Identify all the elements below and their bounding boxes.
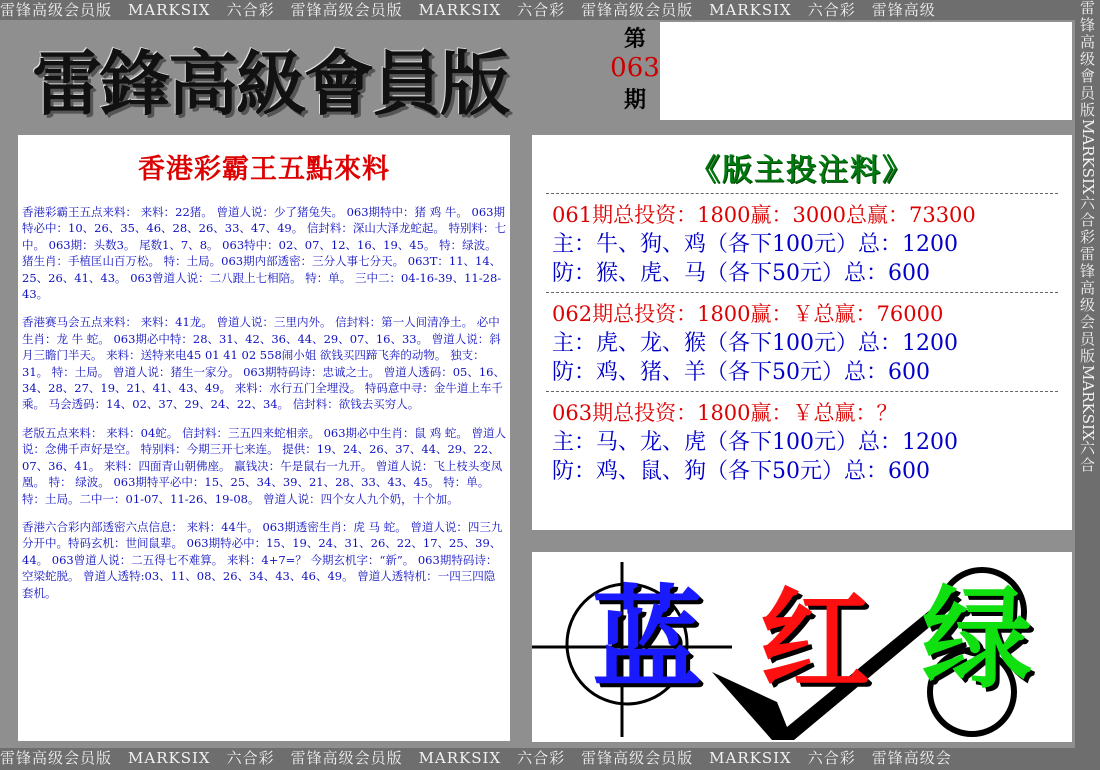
watermark-side-char: 高	[1079, 278, 1095, 297]
watermark-side-char: 雷	[1079, 244, 1095, 263]
left-panel	[18, 135, 510, 741]
issue-value: 063	[610, 53, 660, 83]
info-block: 老版五点来料： 来料：04蛇。 信封料：三五四来蛇相亲。 063期必中生肖：鼠 鸡 蛇。 曾道人说：念佛千声好是空。 特别料：今期三开七来连。 提供：19、24、26、37、44、29、22、07、36、41。 来料：四面青山朝佛座。 赢钱决：午是鼠右一九开。 曾道人说：飞上枝头变凤凰。 特： 绿波。 063期特平必中：15、25、34、39、21、28、33、43、45。 特：单。 特：土局。二中一：01-07、11-26、19-08。 曾道人说：四个女人九个奶，十个加。	[22, 425, 507, 506]
watermark-side-char: 版	[1079, 346, 1095, 365]
bet-section	[532, 200, 1072, 288]
info-block: 香港彩霸王五点来料： 来料：22猪。 曾道人说：少了猪兔失。 063期特中：猪 鸡 牛。 063期特必中：10、26、35、46、28、26、33、47、49。 信封料：深山大泽龙蛇起。 特别料：七中。 063期：头数3。 尾数1、7、8。 063特中：02、07、12、16、19、45。 特：绿波。 猪生肖：手植匡山百万松。 特：土局。063期内部透密：三分人事七分天。 063T：11、14、25、26、41、43。 063曾道人说：二八跟上七相陪。 特：单。 三中二：04-16-39、11-28-43。	[22, 205, 507, 302]
watermark-side-char: 彩	[1079, 227, 1095, 246]
watermark-side-char: 合	[1079, 456, 1095, 475]
info-block: 香港六合彩内部透密六点信息： 来料：44牛。 063期透密生肖：虎 马 蛇。 曾道人说：四三九分开中。特码玄机：世间鼠辈。 063期特必中：15、19、24、31、26、22、17、25、39、44。 063曾道人说：二五得七不难算。 来料：4+7=？ 今期玄机字：“新”。 063期特码诗：空梁蛇脱。 曾道人透特:03、11、08、26、34、43、46、49。 曾道人透特机：一四三四隐套机。	[22, 519, 503, 600]
main-label: 主：	[552, 232, 597, 257]
guard-value: 鸡、猪、羊（各下50元）总：600	[596, 360, 931, 385]
divider	[546, 391, 1058, 392]
page-title: 雷鋒高級會員版	[32, 42, 508, 125]
top-blank-box	[660, 22, 1072, 120]
main-label: 主：	[552, 430, 597, 455]
watermark-side-char: MARKSIX	[1079, 119, 1097, 195]
issue-qi: 期	[623, 87, 646, 113]
guard-label: 防：	[552, 360, 597, 385]
red-word: 红	[760, 576, 870, 705]
main-value: 虎、龙、猴（各下100元）总：1200	[596, 331, 958, 356]
watermark-side	[1075, 0, 1100, 770]
divider	[546, 292, 1058, 293]
bet-guard	[552, 358, 1072, 387]
bet-main	[552, 329, 1072, 358]
info-block: 香港赛马会五点来料： 来料：41龙。 曾道人说：三里内外。 信封料：第一人间清净土。 必中生肖：龙 牛 蛇。 063期必中特：28、31、42、36、44、29、07、16、33。 曾道人说：斜月三瞻门半天。 来料：送特来电45 01 41 02 558闹小姐 欲钱买四蹄飞奔的动物。 独支：31。 特：土局。 曾道人说：猪生一家分。 063期特码诗：忠诚之士。 曾道人透码：05、16、34、28、27、19、21、41、43、49。 来料：水行五门全埋没。 特码意中寻：金牛道上车千乘。 马会透码：14、02、37、29、24、22、34。 信封料：欲钱去买穷人。	[22, 315, 505, 412]
guard-value: 鸡、鼠、狗（各下50元）总：600	[596, 459, 931, 484]
guard-label: 防：	[552, 459, 597, 484]
bet-main	[552, 428, 1072, 457]
watermark-side-char: 级	[1079, 50, 1095, 68]
left-heading: 香港彩霸王五點來料	[138, 154, 390, 185]
bet-main	[552, 230, 1072, 259]
watermark-side-char: 会	[1079, 312, 1095, 331]
issue-di: 第	[623, 26, 646, 52]
bet-title: 061期总投资：1800赢：3000总赢：73300	[552, 203, 976, 227]
issue-number	[610, 22, 660, 114]
watermark-side-char: 雷	[1079, 0, 1095, 17]
watermark-side-char: 合	[1079, 210, 1095, 229]
guard-value: 猴、虎、马（各下50元）总：600	[596, 261, 931, 286]
right-heading: 《版主投注料》	[690, 153, 914, 188]
main-value: 牛、狗、鸡（各下100元）总：1200	[596, 232, 958, 257]
green-word: 绿	[922, 574, 1032, 703]
bet-guard	[552, 457, 1072, 486]
watermark-side-char: 锋	[1079, 16, 1095, 34]
right-panel	[532, 135, 1072, 530]
watermark-side-char: 员	[1079, 329, 1095, 348]
bet-guard	[552, 259, 1072, 288]
watermark-side-char: 级	[1079, 295, 1095, 314]
watermark-side-char: 六	[1079, 193, 1095, 212]
bet-title: 063期总投资：1800赢：￥总赢：？	[552, 401, 898, 425]
watermark-side-char: 锋	[1079, 261, 1095, 280]
watermark-top: 雷锋高级会员版 MARKSIX 六合彩 雷锋高级会员版 MARKSIX 六合彩 雷锋高级会员版 MARKSIX 六合彩 雷锋高级	[0, 0, 1075, 20]
watermark-side-char: 六	[1079, 439, 1095, 458]
watermark-side-char: 版	[1079, 101, 1095, 119]
main-label: 主：	[552, 331, 597, 356]
watermark-side-char: 會	[1079, 67, 1095, 85]
bet-section	[532, 398, 1072, 486]
guard-label: 防：	[552, 261, 597, 286]
blue-word: 蓝	[592, 574, 702, 703]
main-value: 马、龙、虎（各下100元）总：1200	[596, 430, 958, 455]
bet-section	[532, 299, 1072, 387]
watermark-side-char: 员	[1079, 84, 1095, 102]
rgb-panel	[532, 552, 1072, 742]
watermark-bottom: 雷锋高级会员版 MARKSIX 六合彩 雷锋高级会员版 MARKSIX 六合彩 雷锋高级会员版 MARKSIX 六合彩 雷锋高级会	[0, 748, 1075, 770]
divider	[546, 193, 1058, 194]
watermark-side-char: MARKSIX	[1079, 364, 1097, 441]
title-area	[18, 22, 660, 125]
watermark-side-char: 高	[1079, 33, 1095, 51]
bet-title: 062期总投资：1800赢：￥总赢：76000	[552, 302, 944, 326]
